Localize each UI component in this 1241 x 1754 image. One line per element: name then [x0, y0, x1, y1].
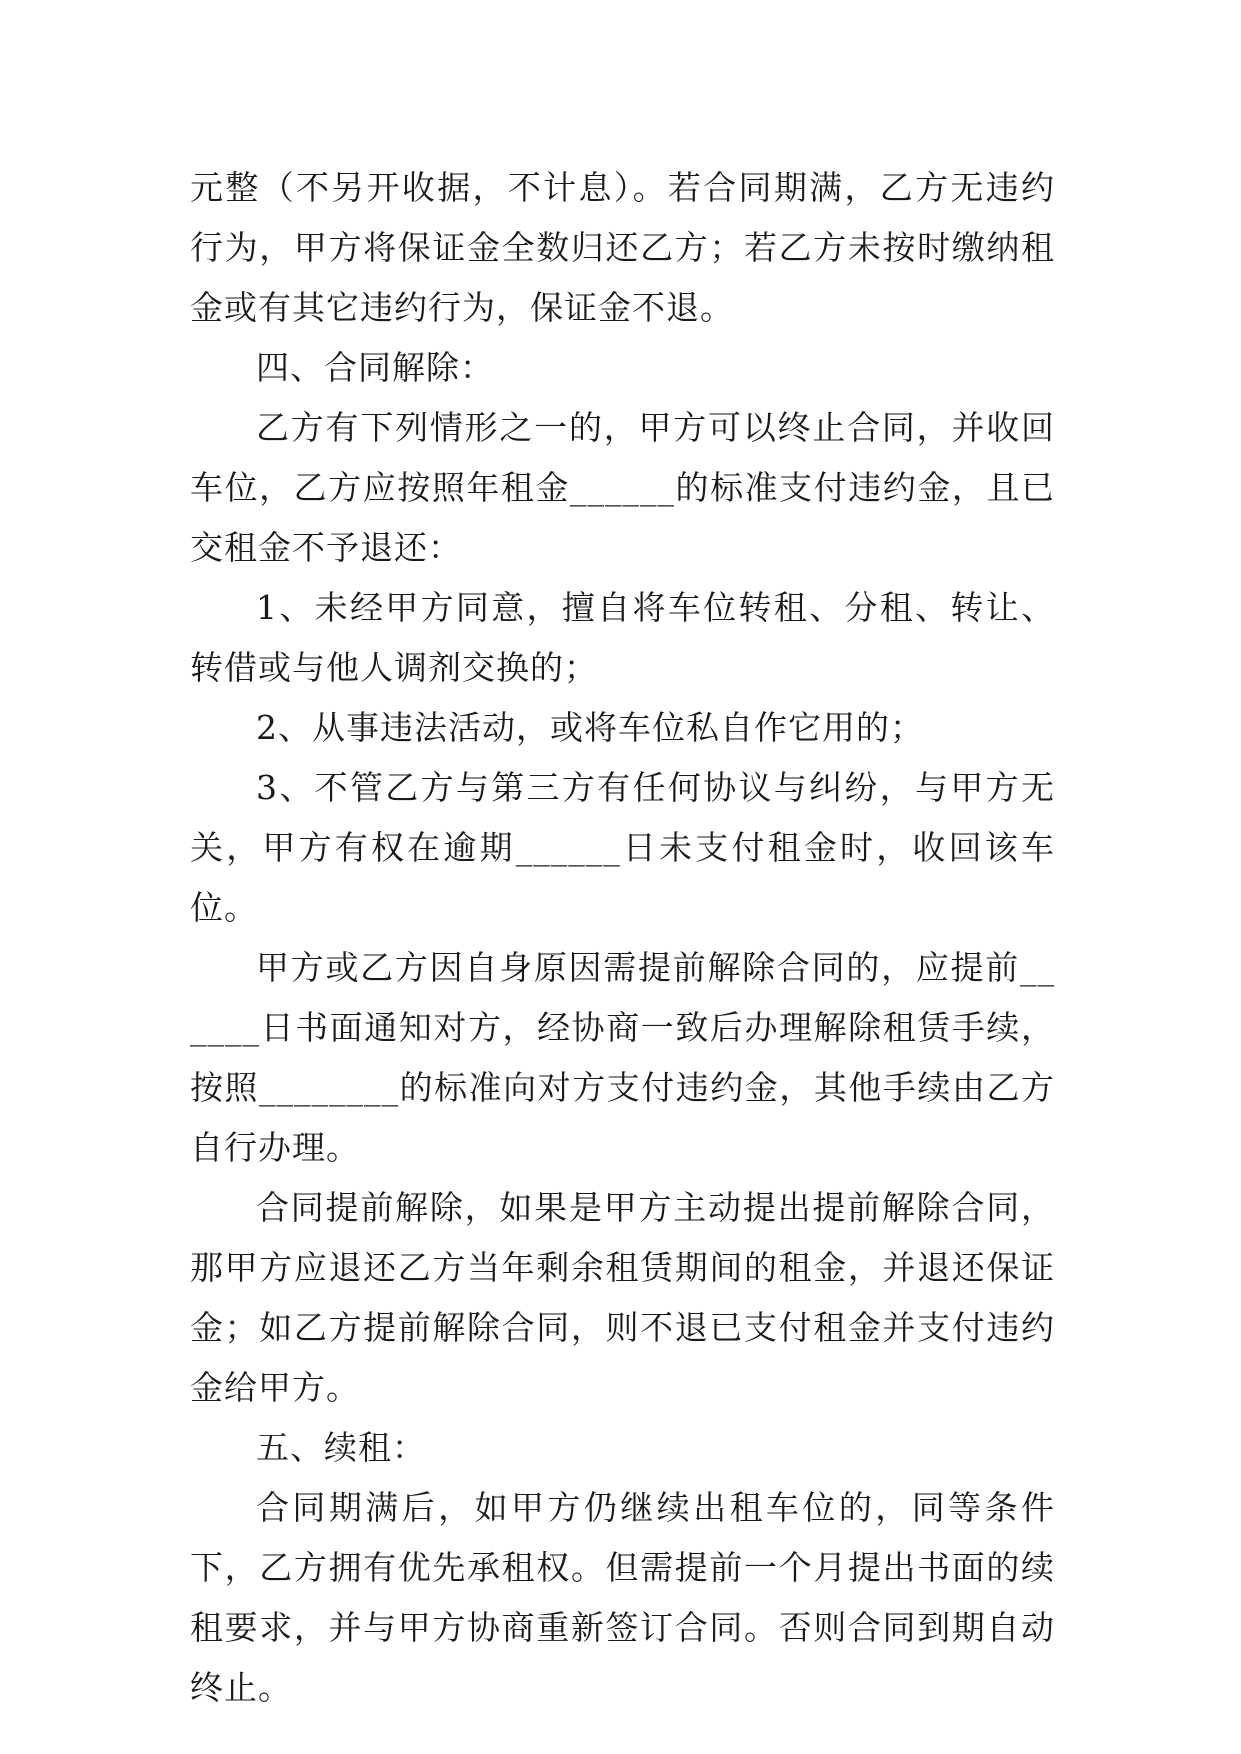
heading-contract-termination: 四、合同解除：: [256, 348, 494, 387]
paragraph-early-termination-refund: 合同提前解除，如果是甲方主动提出提前解除合同，那甲方应退还乙方当年剩余租赁期间的租金，并退还保证金；如乙方提前解除合同，则不退已支付租金并支付违约金给甲方。: [190, 1188, 1055, 1407]
heading-renewal: 五、续租：: [256, 1428, 426, 1467]
list-item-illegal-use: 2、从事违法活动，或将车位私自作它用的；: [256, 708, 924, 747]
document-body: [190, 158, 1055, 1718]
list-item-sublease: 1、未经甲方同意，擅自将车位转租、分租、转让、转借或与他人调剂交换的；: [190, 588, 1055, 687]
paragraph-early-termination-notice: 甲方或乙方因自身原因需提前解除合同的，应提前______日书面通知对方，经协商一致后办理解除租赁手续，按照________的标准向对方支付违约金，其他手续由乙方自行办理。: [190, 948, 1055, 1167]
paragraph-deposit-terms: 元整（不另开收据，不计息）。若合同期满，乙方无违约行为，甲方将保证金全数归还乙方；若乙方未按时缴纳租金或有其它违约行为，保证金不退。: [190, 168, 1055, 327]
paragraph-renewal-terms: 合同期满后，如甲方仍继续出租车位的，同等条件下，乙方拥有优先承租权。但需提前一个月提出书面的续租要求，并与甲方协商重新签订合同。否则合同到期自动终止。: [190, 1488, 1055, 1707]
paragraph-termination-conditions: 乙方有下列情形之一的，甲方可以终止合同，并收回车位，乙方应按照年租金______的标准支付违约金，且已交租金不予退还：: [190, 408, 1055, 567]
list-item-overdue-rent: 3、不管乙方与第三方有任何协议与纠纷，与甲方无关，甲方有权在逾期______日未支付租金时，收回该车位。: [190, 768, 1055, 927]
